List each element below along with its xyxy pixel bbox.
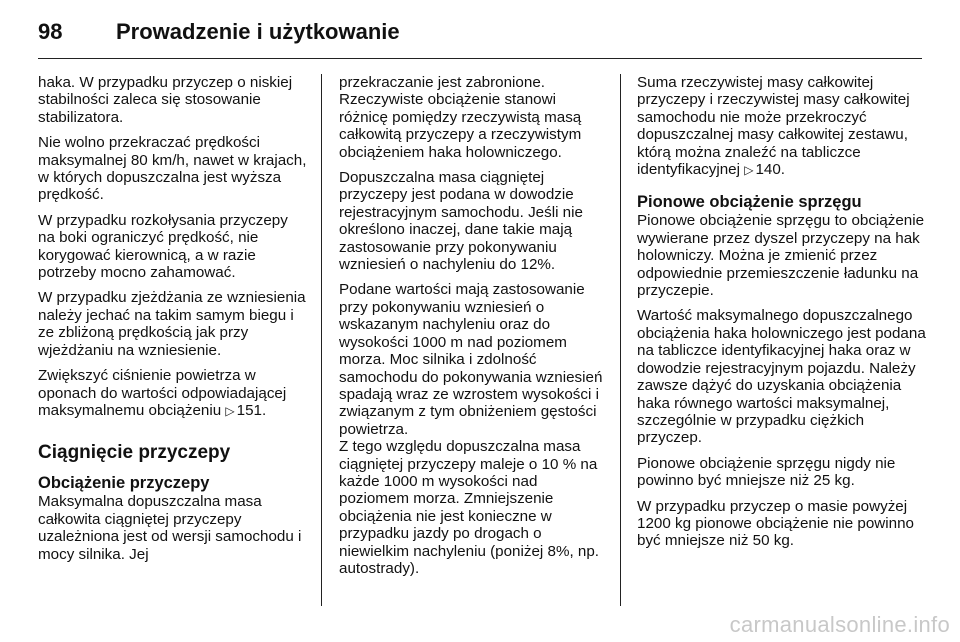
paragraph: Maksymalna dopuszczalna masa całkowita ciągniętej przyczepy uzależniona jest od wersji samochodu i mocy silnika. Jej <box>38 493 302 563</box>
paragraph: Pionowe obciążenie sprzęgu to obciążenie wywierane przez dyszel przyczepy na hak holowniczy. Można je zmienić przez odpowiednie przemieszczenie ładunku na przyczepie. <box>637 212 925 300</box>
page-header <box>38 14 922 50</box>
paragraph: Z tego względu dopuszczalna masa ciągniętej przyczepy maleje o 10 % na każde 1000 m wysokości nad poziomem morza. Zmniejszenie obciążenia nie jest konieczne w przypadku jazdy po drogach o niewielkim nachyleniu (poniżej 8%, np. autostrady). <box>339 438 600 577</box>
column-1 <box>38 74 308 571</box>
subsection-heading: Pionowe obciążenie sprzęgu <box>637 193 862 212</box>
paragraph-text: Suma rzeczywistej masy całkowitej przyczepy i rzeczywistej masy całkowitej samochodu nie może przekroczyć dopuszczalnej masy całkowitej zestawu, którą można znaleźć na tabliczce identyfikacyjnej <box>637 74 910 179</box>
paragraph: Dopuszczalna masa ciągniętej przyczepy jest podana w dowodzie rejestracyjnym samochodu. Jeśli nie określono inaczej, dane takie mają zastosowanie przy pokonywaniu wzniesień o nachyleniu do 12%. <box>339 169 583 274</box>
page-reference[interactable]: 151. <box>236 401 267 419</box>
paragraph: Nie wolno przekraczać prędkości maksymalnej 80 km/h, nawet w krajach, w których dopuszczalna jest wyższa prędkość. <box>38 134 307 204</box>
watermark: carmanualsonline.info <box>729 612 950 637</box>
paragraph: Podane wartości mają zastosowanie przy pokonywaniu wzniesień o wskazanym nachyleniu oraz do wysokości 1000 m nad poziomem morza. Moc silnika i zdolność samochodu do pokonywania wzniesień spadają wraz ze wzrostem wysokości i związanym z tym obniżeniem gęstości powietrza. <box>339 281 603 438</box>
page-number: 98 <box>38 19 63 44</box>
paragraph-text: Zwiększyć ciśnienie powietrza w oponach do wartości odpowiadającej maksymalnemu obciążeniu <box>38 367 287 419</box>
paragraph: Wartość maksymalnego dopuszczalnego obciążenia haka holowniczego jest podana na tabliczce identyfikacyjnej haka oraz w dowodzie rejestracyjnym pojazdu. Należy zawsze dążyć do uzyskania obciążenia haka równego wartości maksymalnej, szczególnie w przypadku ciężkich przyczep. <box>637 307 926 447</box>
paragraph-with-reference <box>637 74 927 179</box>
paragraph: przekraczanie jest zabronione. Rzeczywiste obciążenie stanowi różnicę pomiędzy rzeczywistą masą całkowitą przyczepy a rzeczywistym obciążeniem haka holowniczego. <box>339 74 582 161</box>
column-2 <box>339 74 607 585</box>
paragraph: Pionowe obciążenie sprzęgu nigdy nie powinno być mniejsze niż 25 kg. <box>637 454 896 490</box>
paragraph: W przypadku rozkołysania przyczepy na boki ograniczyć prędkość, nie korygować kierownicą, a w razie potrzeby mocno zahamować. <box>38 211 288 282</box>
subsection-heading: Obciążenie przyczepy <box>38 474 210 493</box>
page-reference[interactable]: 140. <box>755 161 786 179</box>
column-divider-1 <box>321 74 322 606</box>
paragraph: W przypadku zjeżdżania ze wzniesienia należy jechać na takim samym biegu i ze zbliżoną prędkością jak przy wjeżdżaniu na wzniesienie. <box>38 289 306 359</box>
paragraph: W przypadku przyczep o masie powyżej 1200 kg pionowe obciążenie nie powinno być mniejsze niż 50 kg. <box>637 497 914 550</box>
column-3 <box>637 74 927 558</box>
paragraph-with-reference <box>38 367 308 420</box>
column-divider-2 <box>620 74 621 606</box>
header-divider <box>38 58 922 59</box>
page-reference-icon[interactable]: ▷ <box>744 163 754 178</box>
page-reference-icon[interactable]: ▷ <box>225 403 235 418</box>
paragraph: haka. W przypadku przyczep o niskiej stabilności zaleca się stosowanie stabilizatora. <box>38 74 293 126</box>
page-title: Prowadzenie i użytkowanie <box>116 19 400 44</box>
section-heading: Ciągnięcie przyczepy <box>38 442 231 464</box>
